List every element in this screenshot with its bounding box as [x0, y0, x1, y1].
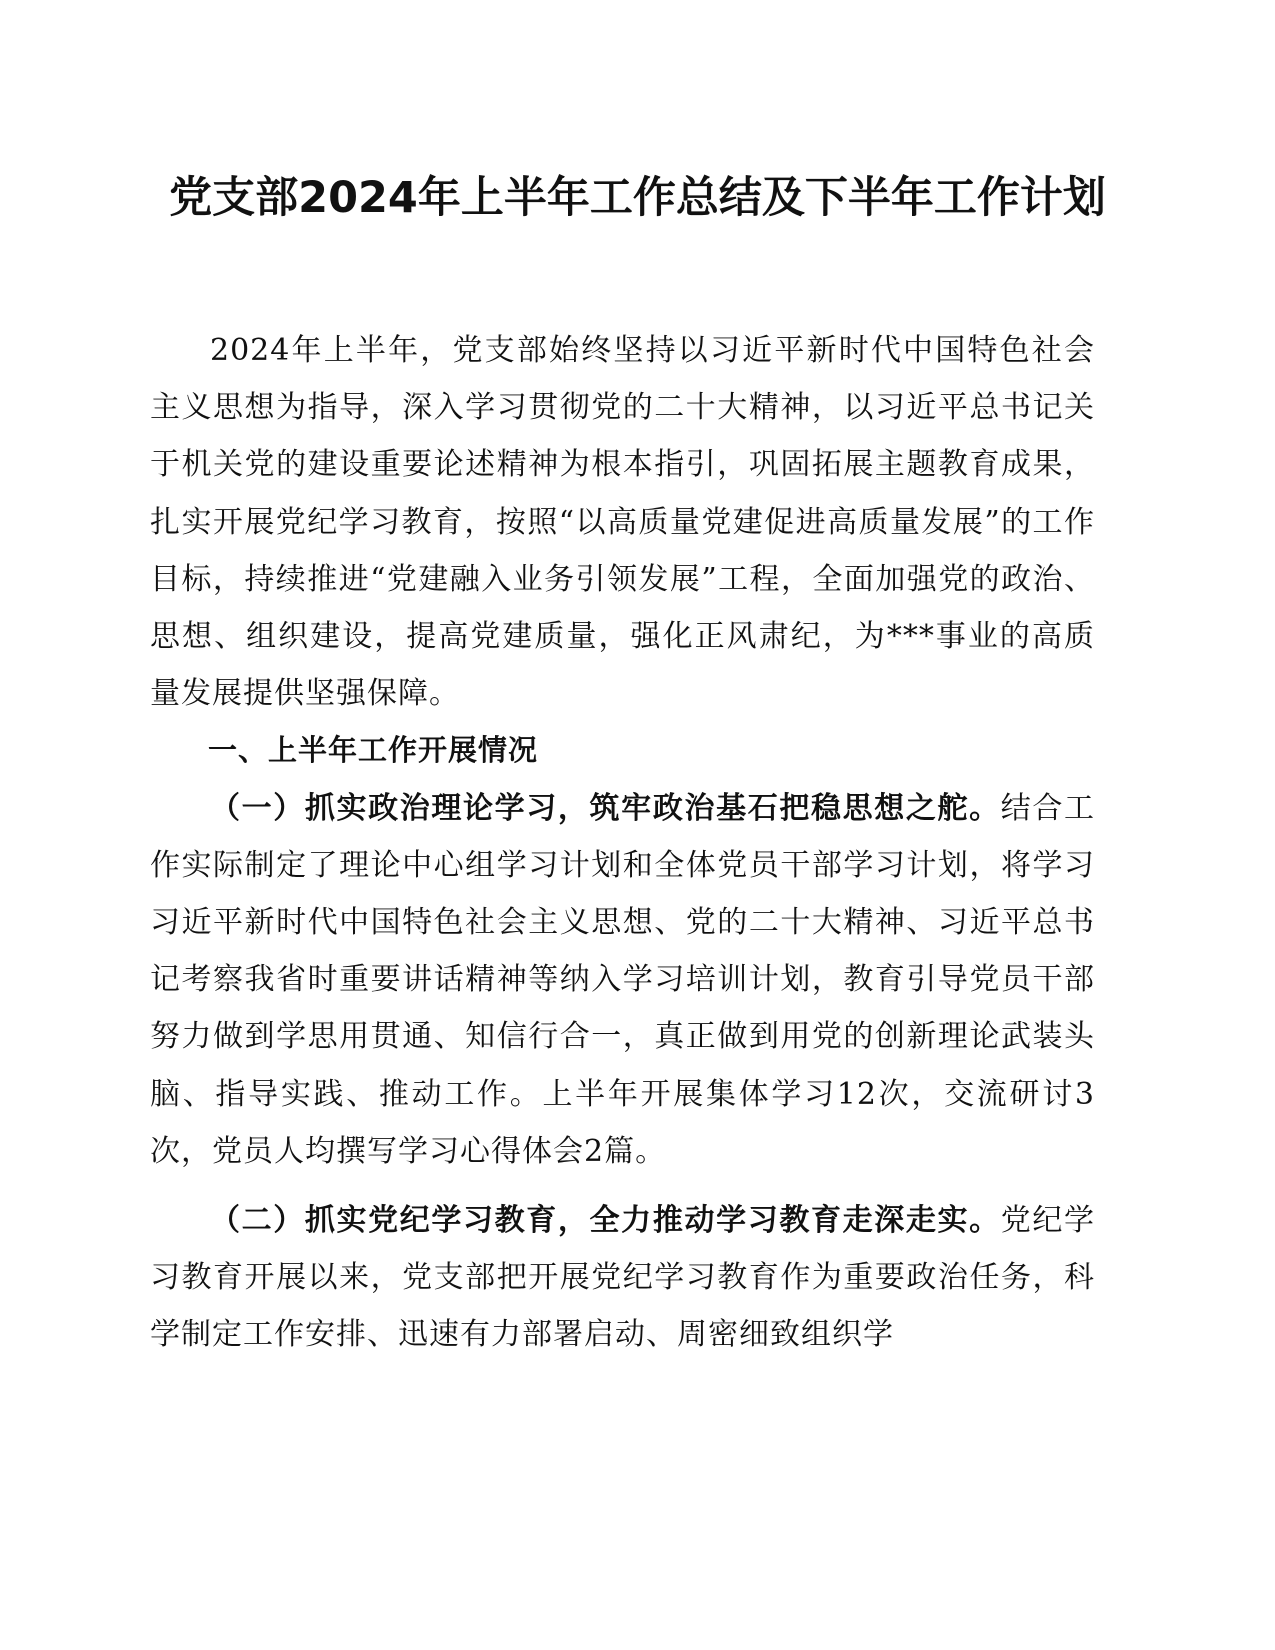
item-body-2: 党纪学习教育开展以来，党支部把开展党纪学习教育作为重要政治任务，科学制定工作安排、迅速有力部署启动、周密细致组织学	[150, 1203, 1096, 1353]
item-paragraph-2	[150, 1192, 1095, 1364]
item-paragraph-1	[150, 780, 1095, 1180]
item-lead-2: （二）抓实党纪学习教育，全力推动学习教育走深走实。	[210, 1203, 1001, 1239]
section-heading-1: 一、上半年工作开展情况	[208, 733, 539, 768]
item-lead-1: （一）抓实政治理论学习，筑牢政治基石把稳思想之舵。	[210, 790, 1001, 826]
intro-paragraph: 2024年上半年，党支部始终坚持以习近平新时代中国特色社会主义思想为指导，深入学习贯彻党的二十大精神，以习近平总书记关于机关党的建设重要论述精神为根本指引，巩固拓展主题教育成果，扎实开展党纪学习教育，按照“以高质量党建促进高质量发展”的工作目标，持续推进“党建融入业务引领发展”工程，全面加强党的政治、思想、组织建设，提高党建质量，强化正风肃纪，为***事业的高质量发展提供坚强保障。	[150, 333, 1095, 712]
document-title: 党支部2024年上半年工作总结及下半年工作计划	[169, 173, 1106, 223]
item-body-1: 结合工作实际制定了理论中心组学习计划和全体党员干部学习计划，将学习习近平新时代中国特色社会主义思想、党的二十大精神、习近平总书记考察我省时重要讲话精神等纳入学习培训计划，教育引导党员干部努力做到学思用贯通、知信行合一，真正做到用党的创新理论武装头脑、指导实践、推动工作。上半年开展集体学习12次，交流研讨3次，党员人均撰写学习心得体会2篇。	[150, 790, 1096, 1169]
document-body	[150, 322, 1095, 1364]
